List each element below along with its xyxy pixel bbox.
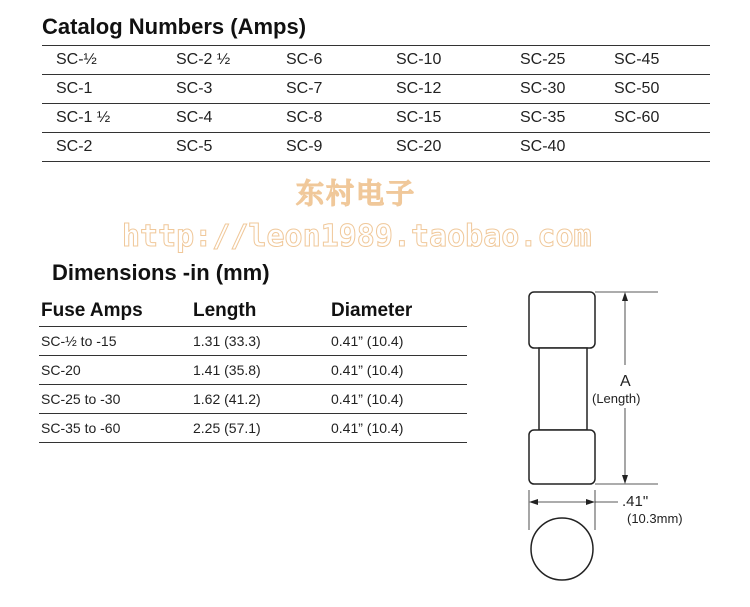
fuse-amps-cell: SC-½ to -15 (39, 327, 191, 356)
length-letter: A (620, 373, 631, 390)
header-length: Length (191, 298, 329, 327)
catalog-cell: SC-7 (272, 75, 382, 104)
table-row (42, 75, 710, 104)
diameter-mm: (10.3mm) (627, 511, 683, 526)
fuse-body (539, 348, 587, 430)
diameter-cell: 0.41” (10.4) (329, 356, 467, 385)
length-cell: 2.25 (57.1) (191, 414, 329, 443)
table-header-row (39, 298, 467, 327)
catalog-cell (600, 133, 710, 162)
diameter-cell: 0.41” (10.4) (329, 414, 467, 443)
table-row (39, 385, 467, 414)
length-cell: 1.41 (35.8) (191, 356, 329, 385)
diameter-cell: 0.41” (10.4) (329, 385, 467, 414)
catalog-cell: SC-4 (162, 104, 272, 133)
length-label: (Length) (592, 391, 641, 406)
fuse-diagram (510, 280, 730, 600)
catalog-cell: SC-40 (506, 133, 600, 162)
arrow-right-icon (586, 499, 595, 505)
arrow-left-icon (529, 499, 538, 505)
catalog-cell: SC-10 (382, 46, 506, 75)
catalog-cell: SC-6 (272, 46, 382, 75)
fuse-end-view (531, 518, 593, 580)
fuse-amps-cell: SC-20 (39, 356, 191, 385)
catalog-cell: SC-2 ½ (162, 46, 272, 75)
table-row (39, 414, 467, 443)
table-row (42, 133, 710, 162)
catalog-cell: SC-60 (600, 104, 710, 133)
catalog-cell: SC-5 (162, 133, 272, 162)
catalog-table (42, 45, 710, 162)
catalog-cell: SC-2 (42, 133, 162, 162)
header-diameter: Diameter (329, 298, 467, 327)
catalog-cell: SC-1 (42, 75, 162, 104)
catalog-cell: SC-9 (272, 133, 382, 162)
dimensions-title: Dimensions -in (mm) (52, 260, 270, 285)
watermark-chinese: 东村电子 (296, 177, 417, 210)
catalog-cell: SC-3 (162, 75, 272, 104)
fuse-amps-cell: SC-35 to -60 (39, 414, 191, 443)
fuse-bottom-cap (529, 430, 595, 484)
catalog-cell: SC-20 (382, 133, 506, 162)
diameter-cell: 0.41” (10.4) (329, 327, 467, 356)
fuse-top-cap (529, 292, 595, 348)
arrow-down-icon (622, 475, 628, 484)
table-row (39, 327, 467, 356)
catalog-cell: SC-8 (272, 104, 382, 133)
watermark-url: http://leon1989.taobao.com (122, 219, 592, 254)
catalog-cell: SC-½ (42, 46, 162, 75)
length-cell: 1.31 (33.3) (191, 327, 329, 356)
arrow-up-icon (622, 292, 628, 301)
catalog-cell: SC-15 (382, 104, 506, 133)
table-row (39, 356, 467, 385)
catalog-cell: SC-50 (600, 75, 710, 104)
catalog-cell: SC-1 ½ (42, 104, 162, 133)
length-cell: 1.62 (41.2) (191, 385, 329, 414)
catalog-cell: SC-30 (506, 75, 600, 104)
header-fuse-amps: Fuse Amps (39, 298, 191, 327)
catalog-cell: SC-25 (506, 46, 600, 75)
table-row (42, 104, 710, 133)
catalog-cell: SC-35 (506, 104, 600, 133)
table-row (42, 46, 710, 75)
catalog-title: Catalog Numbers (Amps) (42, 14, 307, 39)
catalog-cell: SC-12 (382, 75, 506, 104)
fuse-amps-cell: SC-25 to -30 (39, 385, 191, 414)
catalog-cell: SC-45 (600, 46, 710, 75)
dimensions-table (39, 298, 467, 443)
diameter-inches: .41" (622, 493, 649, 510)
